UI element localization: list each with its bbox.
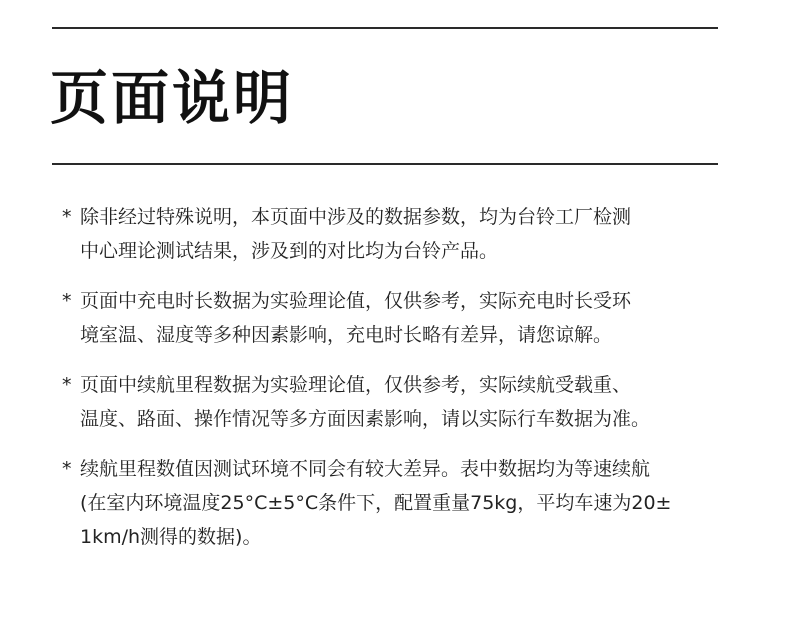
bullet-asterisk: * bbox=[62, 290, 72, 312]
note-line: 温度、路面、操作情况等多方面因素影响，请以实际行车数据为准。 bbox=[80, 408, 651, 430]
note-item bbox=[62, 368, 732, 436]
bullet-asterisk: * bbox=[62, 374, 72, 396]
title-divider bbox=[52, 163, 718, 165]
bullet-asterisk: * bbox=[62, 458, 72, 480]
note-item bbox=[62, 200, 732, 268]
notes-list bbox=[62, 200, 732, 554]
note-line: 页面中续航里程数据为实验理论值，仅供参考，实际续航受载重、 bbox=[80, 374, 632, 396]
page-title: 页面说明 bbox=[50, 64, 295, 132]
note-line: (在室内环境温度25°C±5°C条件下，配置重量75kg，平均车速为20± bbox=[80, 492, 672, 514]
note-line: 1km/h测得的数据)。 bbox=[80, 526, 262, 548]
note-item bbox=[62, 284, 732, 352]
note-line: 中心理论测试结果，涉及到的对比均为台铃产品。 bbox=[80, 240, 499, 262]
note-item bbox=[62, 452, 732, 554]
note-line: 页面中充电时长数据为实验理论值，仅供参考，实际充电时长受环 bbox=[80, 290, 632, 312]
note-line: 除非经过特殊说明，本页面中涉及的数据参数，均为台铃工厂检测 bbox=[80, 206, 632, 228]
note-line: 境室温、湿度等多种因素影响，充电时长略有差异，请您谅解。 bbox=[80, 324, 613, 346]
bullet-asterisk: * bbox=[62, 206, 72, 228]
note-line: 续航里程数值因测试环境不同会有较大差异。表中数据均为等速续航 bbox=[80, 458, 651, 480]
top-divider bbox=[52, 27, 718, 29]
